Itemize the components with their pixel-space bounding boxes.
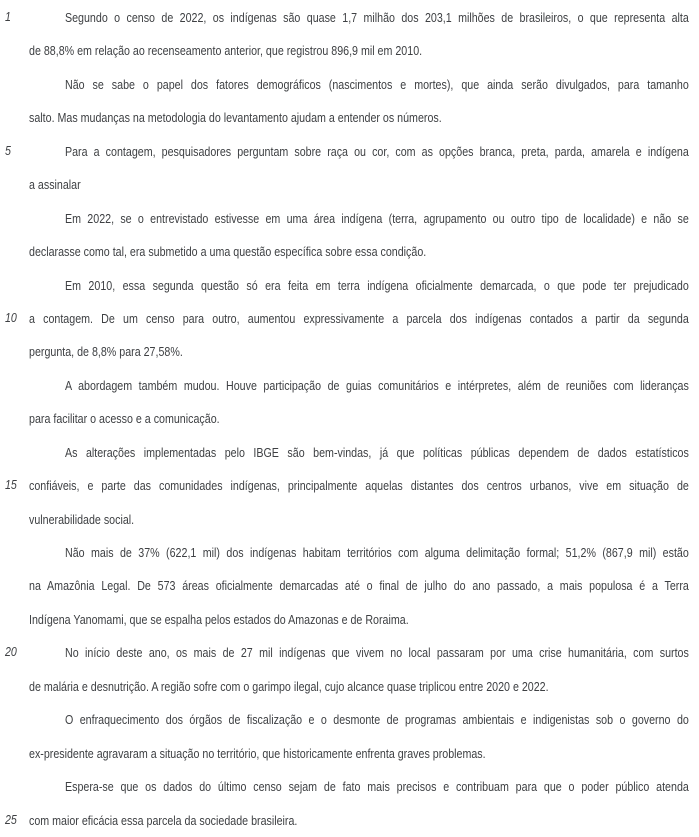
line-text: declarasse como tal, era submetido a uma questão específica sobre essa condição. [29, 244, 427, 260]
text-line [0, 536, 699, 569]
line-text: de malária e desnutrição. A região sofre com o garimpo ilegal, cujo alcance quase triplicou entre 2020 e 2022. [29, 678, 549, 694]
text-line [0, 402, 699, 435]
line-text: para facilitar o acesso e a comunicação. [29, 411, 220, 427]
text-line [0, 569, 699, 602]
line-text: Em 2022, se o entrevistado estivesse em uma área indígena (terra, agrupamento ou outro tipo de localidade) e não se [64, 210, 689, 226]
line-text: ex-presidente agravaram a situação no território, que historicamente enfrenta graves problemas. [29, 745, 486, 761]
text-line [0, 737, 699, 770]
line-number: 25 [5, 812, 17, 827]
line-text: A abordagem também mudou. Houve participação de guias comunitários e intérpretes, além de reuniões com lideranças [64, 377, 689, 393]
text-line [0, 202, 699, 235]
text-line [0, 369, 699, 402]
line-text: a contagem. De um censo para outro, aumentou expressivamente a parcela dos indígenas contados a partir da segunda [29, 310, 689, 326]
line-number: 1 [5, 10, 11, 24]
text-line [0, 101, 699, 134]
text-line [0, 235, 699, 268]
text-line [0, 1, 699, 34]
line-text: na Amazônia Legal. De 573 áreas oficialmente demarcadas até o final de julho do ano passado, a mais populosa é a Terra [29, 578, 689, 594]
text-line [0, 335, 699, 368]
text-line [0, 503, 699, 536]
line-text: Em 2010, essa segunda questão só era feita em terra indígena oficialmente demarcada, o que pode ter prejudicado [64, 277, 689, 293]
line-text: Espera-se que os dados do último censo sejam de fato mais precisos e contribuam para que o poder público atenda [64, 779, 689, 795]
line-text: Não se sabe o papel dos fatores demográficos (nascimentos e mortes), que ainda serão divulgados, para tamanho [64, 76, 689, 92]
text-line [0, 436, 699, 469]
text-line [0, 302, 699, 335]
line-number: 15 [5, 478, 17, 493]
line-text: No início deste ano, os mais de 27 mil indígenas que vivem no local passaram por uma crise humanitária, com surtos [64, 645, 689, 661]
line-text: As alterações implementadas pelo IBGE são bem-vindas, já que políticas públicas dependem de dados estatísticos [64, 444, 689, 460]
line-text: de 88,8% em relação ao recenseamento anterior, que registrou 896,9 mil em 2010. [29, 43, 423, 59]
line-text: confiáveis, e parte das comunidades indígenas, principalmente aquelas distantes dos centros urbanos, vive em situação de [29, 478, 689, 494]
text-line [0, 804, 699, 837]
line-text: vulnerabilidade social. [29, 511, 135, 527]
text-line [0, 770, 699, 803]
text-line [0, 469, 699, 502]
line-number: 20 [5, 645, 17, 660]
text-line [0, 168, 699, 201]
text-line [0, 269, 699, 302]
line-text: O enfraquecimento dos órgãos de fiscalização e o desmonte de programas ambientais e indigenistas sob o governo do [64, 712, 689, 728]
text-line [0, 670, 699, 703]
line-text: com maior eficácia essa parcela da sociedade brasileira. [29, 812, 298, 828]
line-text: Segundo o censo de 2022, os indígenas são quase 1,7 milhão dos 203,1 milhões de brasileiros, o que representa alta [64, 10, 689, 25]
line-number: 5 [5, 143, 11, 158]
line-text: a assinalar [29, 177, 81, 193]
line-number: 10 [5, 310, 17, 325]
text-line [0, 68, 699, 101]
text-line [0, 703, 699, 736]
line-text: salto. Mas mudanças na metodologia do levantamento ajudam a entender os números. [29, 110, 442, 126]
line-text: Indígena Yanomami, que se espalha pelos estados do Amazonas e de Roraima. [29, 611, 409, 627]
line-text: Para a contagem, pesquisadores perguntam sobre raça ou cor, com as opções branca, preta, parda, amarela e indígena [64, 143, 689, 159]
text-line [0, 34, 699, 67]
line-text: Não mais de 37% (622,1 mil) dos indígenas habitam territórios com alguma delimitação formal; 51,2% (867,9 mil) estão [64, 545, 689, 560]
line-text: pergunta, de 8,8% para 27,58%. [29, 344, 183, 360]
text-line [0, 636, 699, 669]
text-line [0, 135, 699, 168]
text-line [0, 603, 699, 636]
